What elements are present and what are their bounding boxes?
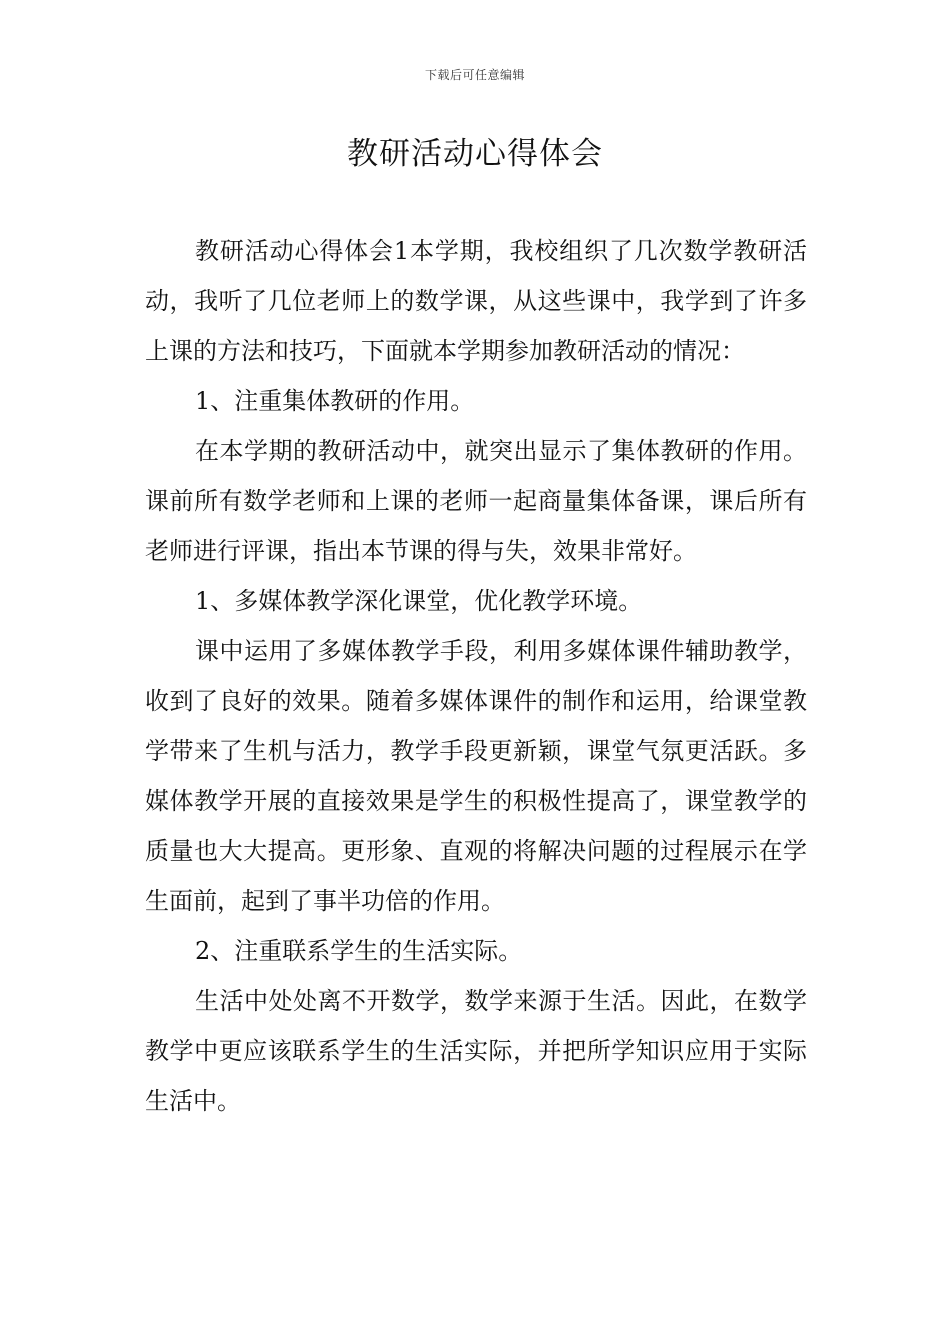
document-title: 教研活动心得体会: [347, 136, 603, 172]
section-heading-real-life: 2、注重联系学生的生活实际。: [195, 937, 523, 965]
section-heading-collective-research: 1、注重集体教研的作用。: [195, 387, 475, 415]
document-body: [145, 226, 807, 1126]
paragraph-intro: 教研活动心得体会1本学期，我校组织了几次数学教研活动，我听了几位老师上的数学课，从这些课中，我学到了许多上课的方法和技巧，下面就本学期参加教研活动的情况：: [145, 237, 807, 365]
section-heading-multimedia: 1、多媒体教学深化课堂，优化教学环境。: [195, 587, 643, 615]
paragraph-collective-research: 在本学期的教研活动中，就突出显示了集体教研的作用。课前所有数学老师和上课的老师一起商量集体备课，课后所有老师进行评课，指出本节课的得与失，效果非常好。: [145, 437, 807, 565]
paragraph-real-life: 生活中处处离不开数学，数学来源于生活。因此，在数学教学中更应该联系学生的生活实际，并把所学知识应用于实际生活中。: [145, 987, 807, 1115]
paragraph-multimedia: 课中运用了多媒体教学手段，利用多媒体课件辅助教学，收到了良好的效果。随着多媒体课件的制作和运用，给课堂教学带来了生机与活力，教学手段更新颖，课堂气氛更活跃。多媒体教学开展的直接效果是学生的积极性提高了，课堂教学的质量也大大提高。更形象、直观的将解决问题的过程展示在学生面前，起到了事半功倍的作用。: [145, 637, 807, 915]
header-note: 下载后可任意编辑: [424, 68, 525, 82]
